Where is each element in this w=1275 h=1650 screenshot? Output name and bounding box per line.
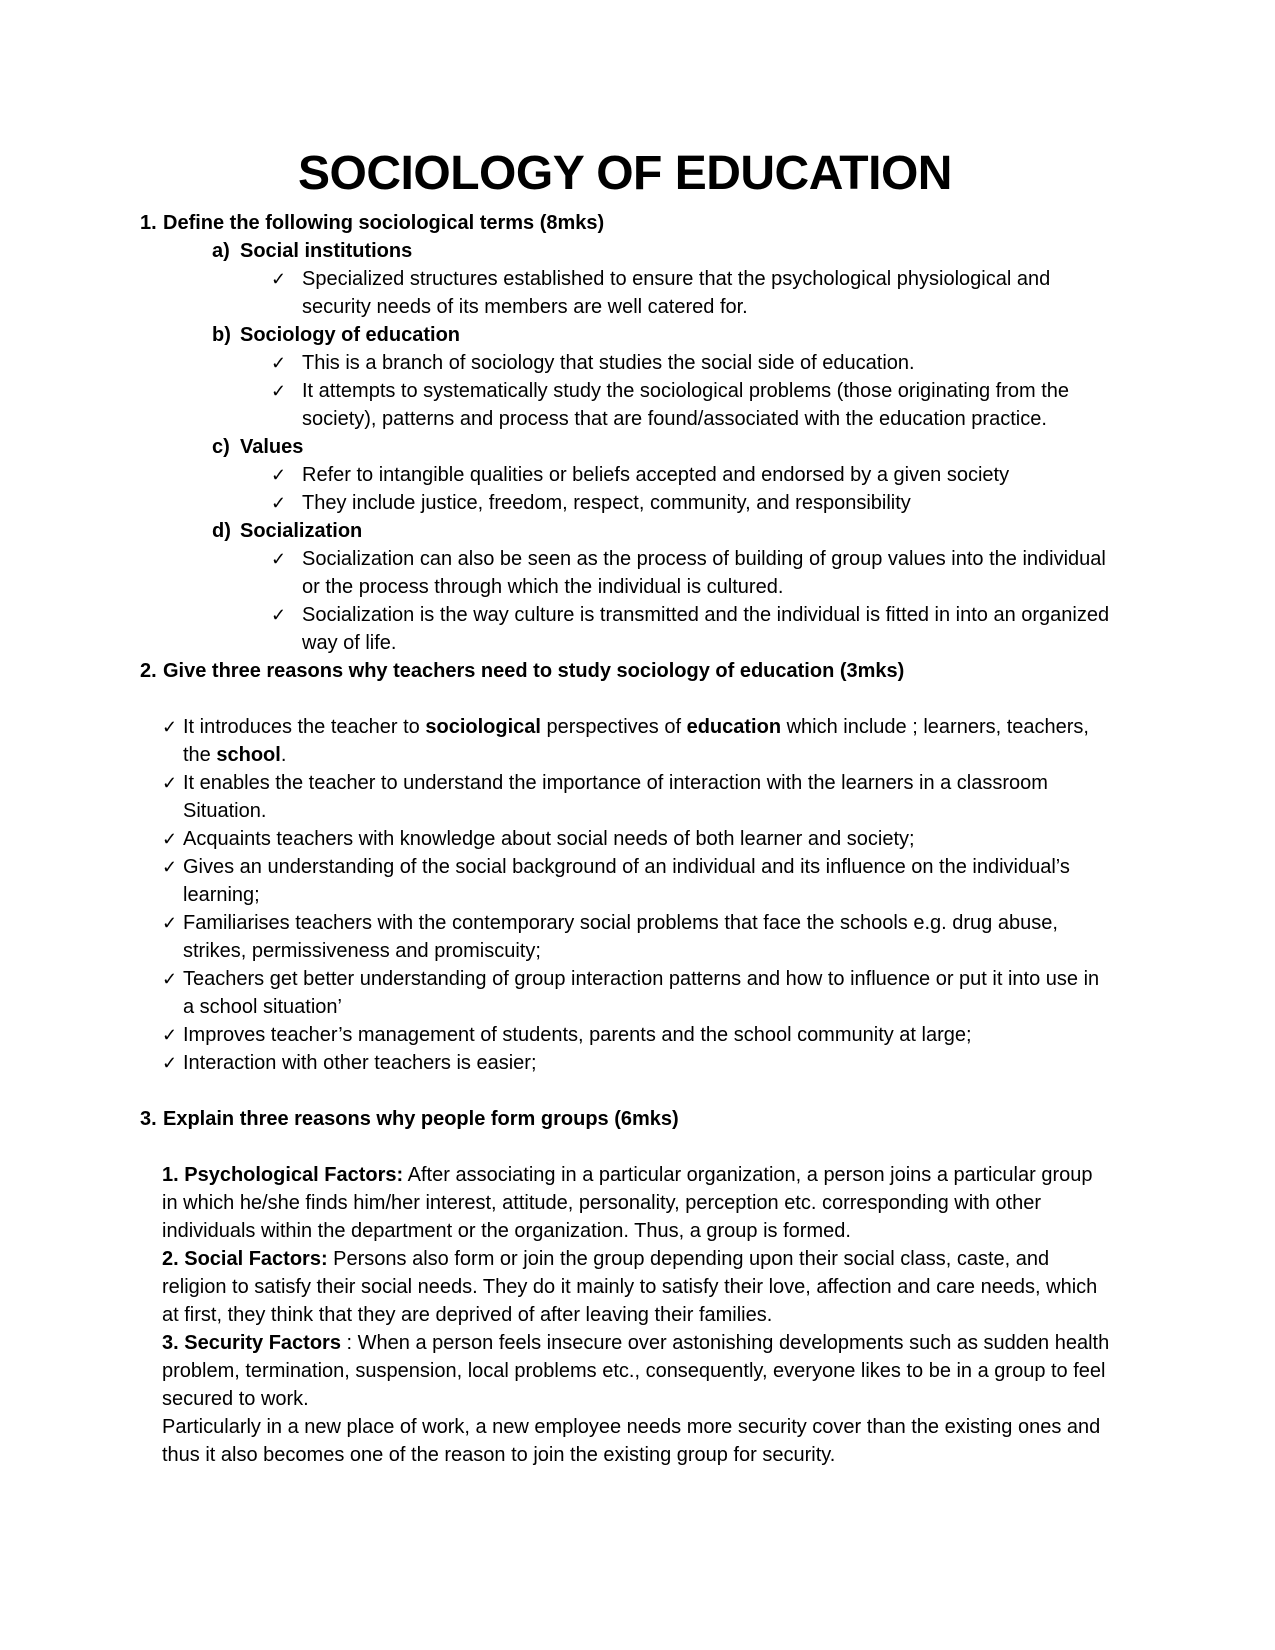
bullet-text [183,713,1110,769]
paragraph-body: : When a person feels insecure over astonishing developments such as sudden health problem, termination, suspension, local problems etc., consequently, everyone likes to be in a group to feel secured to work. [162,1332,1110,1410]
term-letter: b) [212,324,231,346]
checkmark-icon: ✓ [271,549,287,569]
definition-bullet [271,377,1110,433]
text-segment-bold: school [216,744,281,766]
question-2-text: Give three reasons why teachers need to study sociology of education (3mks) [163,660,905,682]
definition-bullet [271,265,1110,321]
definition-bullet [271,349,1110,377]
checkmark-icon: ✓ [271,353,287,373]
text-segment: . [280,744,287,766]
term-label: Social institutions [240,240,413,262]
question-2-heading [140,657,1110,685]
checkmark-icon: ✓ [162,717,178,737]
paragraph-body: After associating in a particular organization, a person joins a particular group in which he/she finds him/her interest, attitude, personality, perception etc. corresponding with other individuals within the department or the organization. Thus, a group is formed. [162,1164,1093,1242]
reason-bullet [162,965,1110,1021]
reason-bullet [162,1049,1110,1077]
bullet-text: It enables the teacher to understand the importance of interaction with the learners in a classroom Situation. [183,772,1048,822]
checkmark-icon: ✓ [162,857,178,877]
term-item-d [212,517,1110,545]
bullet-text: Familiarises teachers with the contemporary social problems that face the schools e.g. drug abuse, strikes, permissiveness and promiscuity; [183,912,1058,962]
paragraph-body: Persons also form or join the group depending upon their social class, caste, and religion to satisfy their social needs. They do it mainly to satisfy their love, affection and care needs, which at first, they think that they are deprived of after leaving their families. [162,1248,1098,1326]
text-segment: perspectives of [540,716,687,738]
text-segment-bold: education [686,716,782,738]
term-item-b [212,321,1110,349]
closing-paragraph [162,1413,1110,1469]
paragraph-body: Particularly in a new place of work, a new employee needs more security cover than the existing ones and thus it also becomes one of the reason to join the existing group for security. [162,1416,1101,1466]
question-3-number: 3. [140,1108,157,1130]
term-item-a [212,237,1110,265]
bullet-text: This is a branch of sociology that studies the social side of education. [302,352,915,374]
bullet-text: It attempts to systematically study the sociological problems (those originating from the society), patterns and process that are found/associated with the education practice. [302,380,1070,430]
question-2-number: 2. [140,660,157,682]
bullet-text: Teachers get better understanding of group interaction patterns and how to influence or put it into use in a school situation’ [183,968,1100,1018]
definition-bullet [271,545,1110,601]
bullet-text: Acquaints teachers with knowledge about social needs of both learner and society; [183,828,915,850]
bullet-text: They include justice, freedom, respect, community, and responsibility [302,492,911,514]
reason-bullet [162,909,1110,965]
checkmark-icon: ✓ [162,1053,178,1073]
reason-bullet [162,713,1110,769]
checkmark-icon: ✓ [162,969,178,989]
paragraph-lead: 3. Security Factors [162,1332,341,1354]
factor-paragraph-social [162,1245,1110,1329]
definition-bullet [271,489,1110,517]
document-title: SOCIOLOGY OF EDUCATION [298,147,952,200]
definition-bullet [271,461,1110,489]
bullet-text: Specialized structures established to ensure that the psychological physiological and security needs of its members are well catered for. [302,268,1051,318]
bullet-text: Socialization is the way culture is transmitted and the individual is fitted in into an organized way of life. [302,604,1110,654]
paragraph-lead: 1. Psychological Factors: [162,1164,404,1186]
term-label: Sociology of education [240,324,461,346]
term-letter: d) [212,520,231,542]
text-segment: which include ; learners, teachers, the [183,716,1089,766]
reason-bullet [162,769,1110,825]
term-label: Socialization [240,520,363,542]
bullet-text: Refer to intangible qualities or beliefs accepted and endorsed by a given society [302,464,1010,486]
bullet-text: Improves teacher’s management of students, parents and the school community at large; [183,1024,972,1046]
checkmark-icon: ✓ [271,465,287,485]
paragraph-lead: 2. Social Factors: [162,1248,328,1270]
question-3-text: Explain three reasons why people form groups (6mks) [163,1108,679,1130]
question-1-text: Define the following sociological terms (8mks) [163,212,605,234]
reason-bullet [162,825,1110,853]
reason-bullet [162,853,1110,909]
bullet-text: Gives an understanding of the social background of an individual and its influence on the individual’s learning; [183,856,1070,906]
checkmark-icon: ✓ [162,829,178,849]
reason-bullet [162,1021,1110,1049]
checkmark-icon: ✓ [271,381,287,401]
blank-line [140,1133,1110,1161]
checkmark-icon: ✓ [162,773,178,793]
definition-bullet [271,601,1110,657]
term-letter: a) [212,240,230,262]
question-3-heading [140,1105,1110,1133]
checkmark-icon: ✓ [162,913,178,933]
question-1-heading [140,209,1110,237]
checkmark-icon: ✓ [271,269,287,289]
bullet-text: Socialization can also be seen as the process of building of group values into the individual or the process through which the individual is cultured. [302,548,1106,598]
factor-paragraph-security [162,1329,1110,1413]
checkmark-icon: ✓ [162,1025,178,1045]
checkmark-icon: ✓ [271,605,287,625]
blank-line [140,685,1110,713]
term-letter: c) [212,436,230,458]
text-segment-bold: sociological [425,716,541,738]
factor-paragraph-psychological [162,1161,1110,1245]
text-segment: It introduces the teacher to [183,716,426,738]
question-1-number: 1. [140,212,157,234]
term-label: Values [240,436,304,458]
checkmark-icon: ✓ [271,493,287,513]
blank-line [140,1077,1110,1105]
bullet-text: Interaction with other teachers is easier; [183,1052,537,1074]
term-item-c [212,433,1110,461]
